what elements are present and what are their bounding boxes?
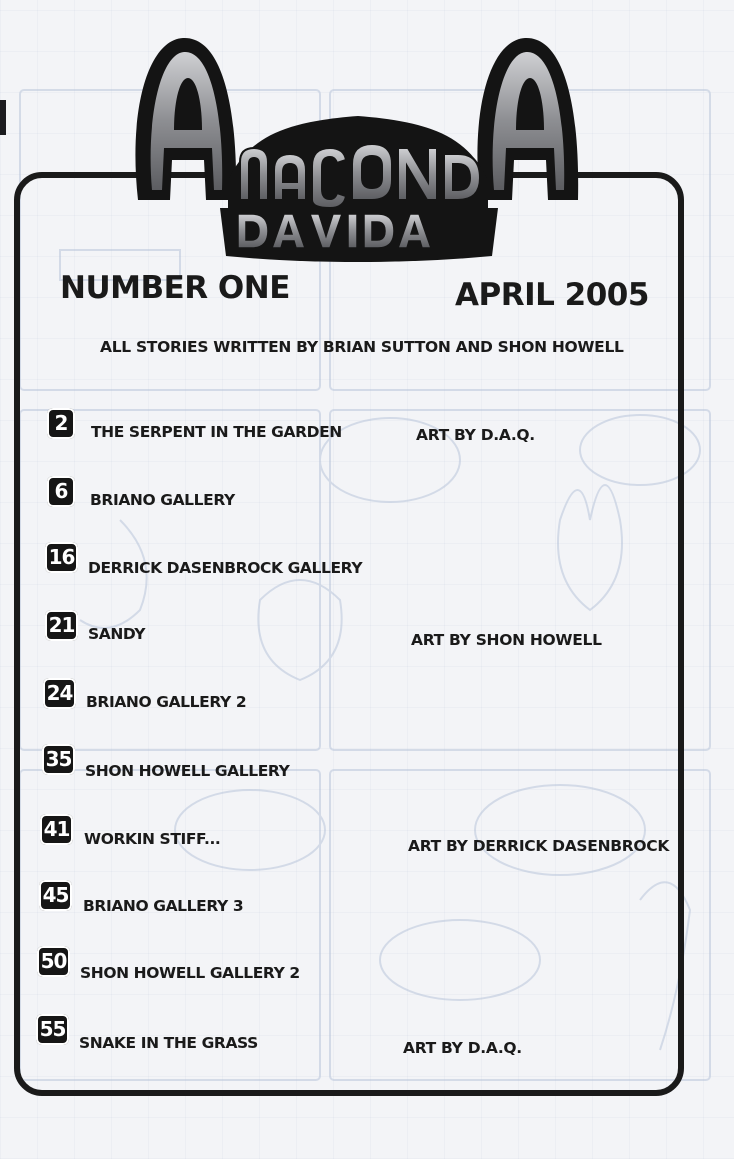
page-number-badge: 6 [47,476,75,507]
contents-entry [0,814,734,854]
page-number-badge: 41 [40,814,73,845]
contents-entry [0,678,734,718]
story-title: SHON HOWELL GALLERY 2 [80,964,300,982]
page-number-badge: 50 [37,946,70,977]
anaconda-davida-logo [108,30,608,265]
contents-entry [0,946,734,986]
contents-entry [0,476,734,516]
story-title: SNAKE IN THE GRASS [79,1034,258,1052]
contents-entry [0,542,734,582]
story-title: THE SERPENT IN THE GARDEN [91,423,342,441]
page-number-badge: 35 [42,744,75,775]
contents-entry [0,880,734,920]
contents-entry [0,408,734,448]
page-number-badge: 21 [45,610,78,641]
contents-entry [0,1014,734,1057]
contents-entry [0,610,734,650]
issue-number: NUMBER ONE [60,270,290,306]
binding-edge [0,100,6,135]
page-number-badge: 55 [36,1014,69,1045]
art-credit: ART BY D.A.Q. [403,1039,522,1057]
story-title: BRIANO GALLERY 3 [83,897,244,915]
story-title: DERRICK DASENBROCK GALLERY [88,559,363,577]
page-number-badge: 45 [39,880,72,911]
page-number-badge: 2 [47,408,75,439]
story-title: SHON HOWELL GALLERY [85,762,290,780]
story-title: SANDY [88,625,146,643]
issue-date: APRIL 2005 [455,277,649,313]
page-number-badge: 16 [45,542,78,573]
story-title: BRIANO GALLERY 2 [86,693,247,711]
contents-entry [0,744,734,784]
writer-credits: ALL STORIES WRITTEN BY BRIAN SUTTON AND SHON HOWELL [100,338,624,356]
art-credit: ART BY D.A.Q. [416,426,535,444]
art-credit: ART BY DERRICK DASENBROCK [408,837,670,855]
art-credit: ART BY SHON HOWELL [411,631,602,649]
story-title: WORKIN STIFF... [84,830,221,848]
story-title: BRIANO GALLERY [90,491,235,509]
page-number-badge: 24 [43,678,76,709]
